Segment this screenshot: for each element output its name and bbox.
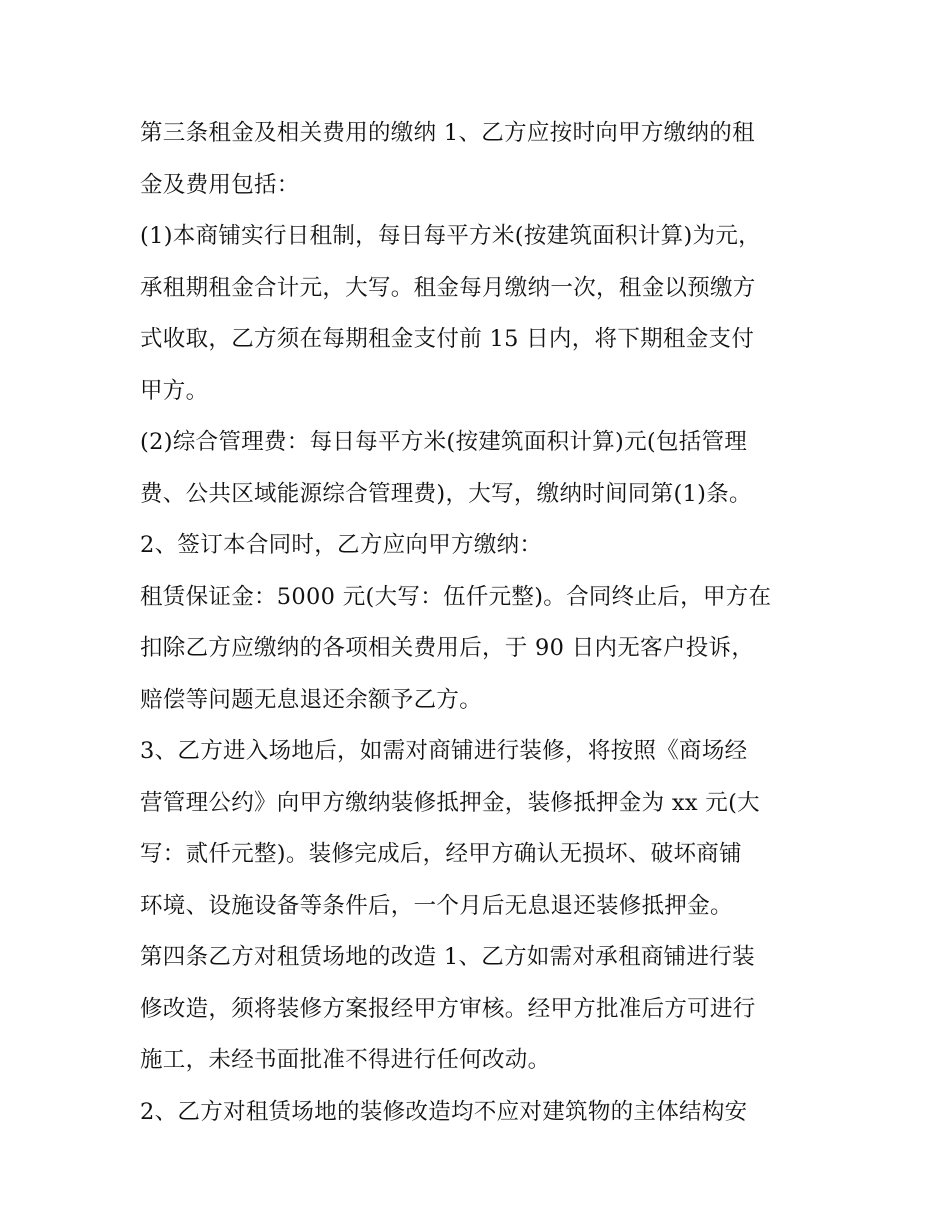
text-line: (1)本商铺实行日租制，每日每平方米(按建筑面积计算)为元，: [140, 223, 761, 249]
text-line: 施工，未经书面批准不得进行任何改动。: [140, 1047, 551, 1073]
document-body: [140, 108, 820, 1138]
text-line: (2)综合管理费：每日每平方米(按建筑面积计算)元(包括管理: [140, 429, 748, 455]
text-line: 2、乙方对租赁场地的装修改造均不应对建筑物的主体结构安: [140, 1098, 748, 1125]
text-line: 3、乙方进入场地后，如需对商铺进行装修，将按照《商场经: [140, 738, 748, 764]
text-line: 第四条乙方对租赁场地的改造 1、乙方如需对承租商铺进行装: [140, 944, 755, 970]
text-line: 承租期租金合计元，大写。租金每月缴纳一次，租金以预缴方: [140, 274, 756, 301]
text-line: 环境、设施设备等条件后，一个月后无息退还装修抵押金。: [140, 892, 733, 919]
text-line: 写：贰仟元整)。装修完成后，经甲方确认无损坏、破坏商铺: [140, 841, 742, 867]
text-line: 第三条租金及相关费用的缴纳 1、乙方应按时向甲方缴纳的租: [140, 120, 755, 146]
text-line: 赔偿等问题无息退还余额予乙方。: [140, 686, 483, 713]
text-line: 修改造，须将装修方案报经甲方审核。经甲方批准后方可进行: [140, 995, 756, 1022]
text-line: 式收取，乙方须在每期租金支付前 15 日内，将下期租金支付: [140, 326, 755, 352]
text-line: 费、公共区域能源综合管理费)，大写，缴纳时间同第(1)条。: [140, 480, 752, 507]
text-line: 营管理公约》向甲方缴纳装修抵押金，装修抵押金为 xx 元(大: [140, 789, 760, 816]
text-line: 租赁保证金：5000 元(大写：伍仟元整)。合同终止后，甲方在: [140, 583, 772, 610]
text-line: 2、签订本合同时，乙方应向甲方缴纳：: [140, 532, 543, 558]
text-line: 甲方。: [140, 377, 209, 404]
text-line: 扣除乙方应缴纳的各项相关费用后，于 90 日内无客户投诉，: [140, 635, 755, 661]
text-line: 金及费用包括：: [140, 171, 300, 198]
